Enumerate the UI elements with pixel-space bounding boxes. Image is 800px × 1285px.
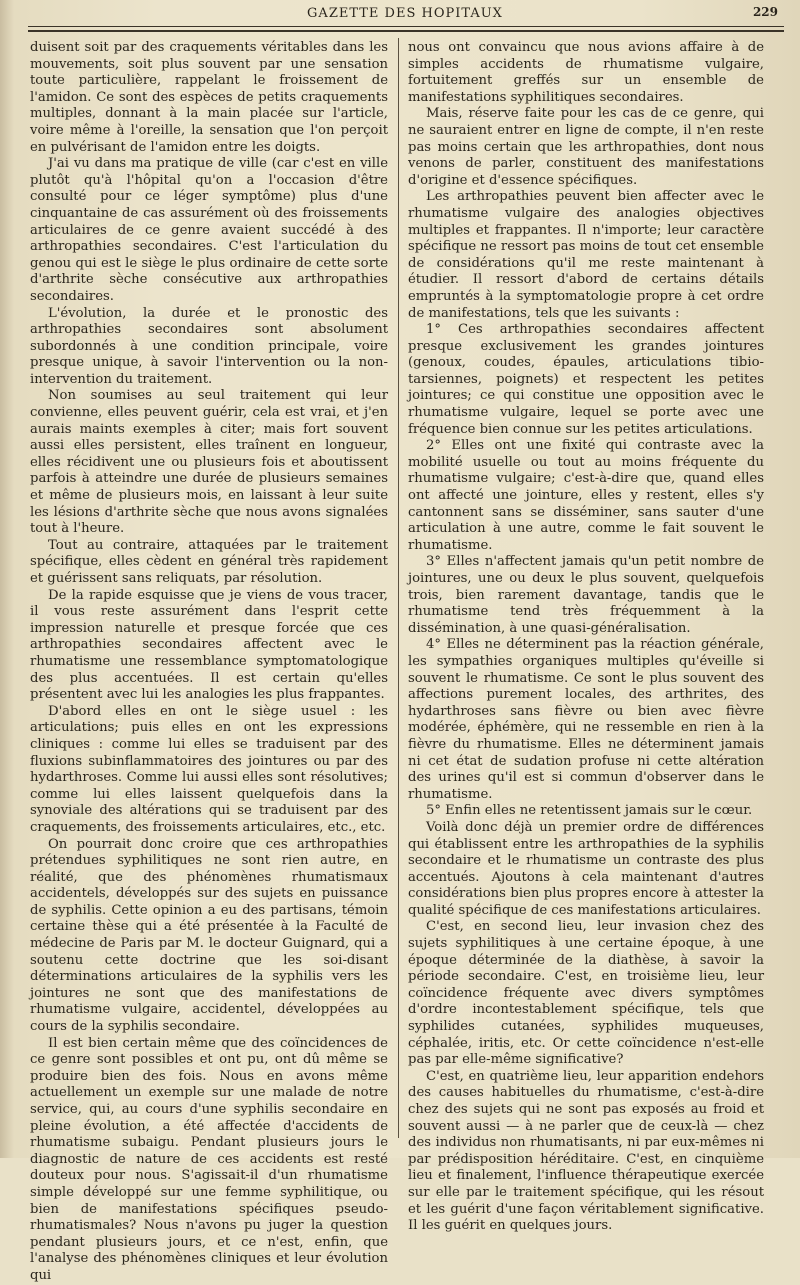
paragraph: 5° Enfin elles ne retentissent jamais sur le cœur. (426, 803, 753, 819)
paragraph: D'abord elles en ont le siège usuel : les articulations; puis elles en ont les expressions cliniques : comme lui elles se traduisent par des fluxions subinflammatoires des jointures ou par des hydarthroses. Comme lui aussi elles sont résolutives; comme lui elles laissent quelquefois dans la synoviale des altérations qui se traduisent par des craquements, des froissements articulaires, etc., etc. (30, 703, 388, 835)
column-divider (398, 38, 399, 1138)
paragraph: De la rapide esquisse que je viens de vous tracer, il vous reste assurément dans l'esprit cette impression naturelle et presque forcée que ces arthropathies secondaires affectent avec le rhumatisme une ressemblance symptomatologique des plus accentuées. Il est certain qu'elles présentent avec lui les analogies les plus frappantes. (30, 587, 388, 703)
running-head: GAZETTE DES HOPITAUX (307, 6, 503, 21)
right-column (408, 40, 764, 1235)
paragraph: Tout au contraire, attaquées par le traitement spécifique, elles cèdent en général très rapidement et guérissent sans reliquats, par résolution. (30, 537, 388, 586)
header-rule (28, 26, 784, 27)
paragraph: nous ont convaincu que nous avions affaire à de simples accidents de rhumatisme vulgaire, fortuitement greffés sur un ensemble de manifestations syphilitiques secondaires. (408, 40, 764, 105)
binding-shadow (0, 0, 14, 1158)
header-rule-thick (28, 30, 784, 32)
left-column (30, 40, 388, 1285)
paragraph: Mais, réserve faite pour les cas de ce genre, qui ne sauraient entrer en ligne de compte, il n'en reste pas moins certain que les arthropathies, dont nous venons de parler, constituent des manifestations d'origine et d'essence spécifiques. (408, 106, 764, 188)
page-header (28, 4, 782, 26)
paragraph: 2° Elles ont une fixité qui contraste avec la mobilité usuelle ou tout au moins fréquente du rhumatisme vulgaire; c'est-à-dire que, quand elles ont affecté une jointure, elles y restent, elles s'y cantonnent sans se disséminer, sans sauter d'une articulation à une autre, comme le fait souvent le rhumatisme. (408, 438, 764, 553)
paragraph: J'ai vu dans ma pratique de ville (car c'est en ville plutôt qu'à l'hôpital qu'on a l'occasion d'être consulté pour ce léger symptôme) plus d'une cinquantaine de cas assurément où des froissements articulaires de ce genre avaient succédé à des arthropathies secondaires. C'est l'articulation du genou qui est le siège le plus ordinaire de cette sorte d'arthrite sèche consécutive aux arthropathies secondaires. (30, 156, 388, 304)
paragraph: 1° Ces arthropathies secondaires affectent presque exclusivement les grandes jointures (genoux, coudes, épaules, articulations tibio-tarsiennes, poignets) et respectent les petites jointures; ce qui constitue une opposition avec le rhumatisme vulgaire, lequel se porte avec une fréquence bien connue sur les petites articulations. (408, 322, 764, 437)
paragraph: 3° Elles n'affectent jamais qu'un petit nombre de jointures, une ou deux le plus souvent, quelquefois trois, bien rarement davantage, tandis que le rhumatisme tend très fréquemment à la dissémination, à une quasi-généralisation. (408, 554, 764, 636)
paragraph: C'est, en second lieu, leur invasion chez des sujets syphilitiques à une certaine époque, à une époque déterminée de la diathèse, à savoir la période secondaire. C'est, en troisième lieu, leur coïncidence fréquente avec divers symptômes d'ordre incontestablement spécifique, tels que syphilides cutanées, syphilides muqueuses, céphalée, iritis, etc. Or cette coïncidence n'est-elle pas par elle-même significative? (408, 919, 764, 1068)
paragraph: Voilà donc déjà un premier ordre de différences qui établissent entre les arthropathies de la syphilis secondaire et le rhumatisme un contraste des plus accentués. Ajoutons à cela maintenant d'autres considérations bien plus propres encore à attester la qualité spécifique de ces manifestations articulaires. (408, 819, 764, 918)
paragraph: Il est bien certain même que des coïncidences de ce genre sont possibles et ont pu, ont dû même se produire bien des fois. Nous en avons même actuellement un exemple sur une malade de notre service, qui, au cours d'une syphilis secondaire en pleine évolution, a été affectée d'accidents de rhumatisme subaigu. Pendant plusieurs jours le diagnostic de nature de ces accidents est resté douteux pour nous. S'agissait-il d'un rhumatisme simple développé sur une femme syphilitique, ou bien de manifestations spécifiques pseudo-rhumatismales? Nous n'avons pu juger la question pendant plusieurs jours, et ce n'est, enfin, que l'analyse des phénomènes cliniques et leur évolution qui (30, 1035, 388, 1283)
paragraph: L'évolution, la durée et le pronostic des arthropathies secondaires sont absolument subordonnés à une condition principale, voire presque unique, à savoir l'intervention ou la non-intervention du traitement. (30, 305, 388, 387)
paragraph: duisent soit par des craquements véritables dans les mouvements, soit plus souvent par une sensation toute particulière, rappelant le froissement de l'amidon. Ce sont des espèces de petits craquements multiples, donnant à la main placée sur l'article, voire même à l'oreille, la sensation que l'on perçoit en pulvérisant de l'amidon entre les doigts. (30, 40, 388, 155)
paragraph: 4° Elles ne déterminent pas la réaction générale, les sympathies organiques multiples qu'éveille si souvent le rhumatisme. Ce sont le plus souvent des affections purement locales, des arthrites, des hydarthroses sans fièvre ou bien avec fièvre modérée, éphémère, qui ne ressemble en rien à la fièvre du rhumatisme. Elles ne déterminent jamais ni cet état de sudation profuse ni cette altération des urines qu'il est si commun d'observer dans le rhumatisme. (408, 637, 764, 802)
paragraph: On pourrait donc croire que ces arthropathies prétendues syphilitiques ne sont rien autre, en réalité, que des phénomènes rhumatismaux accidentels, développés sur des sujets en puissance de syphilis. Cette opinion a eu des partisans, témoin certaine thèse qui a été présentée à la Faculté de médecine de Paris par M. le docteur Guignard, qui a soutenu cette doctrine que les soi-disant déterminations articulaires de la syphilis vers les jointures ne sont que des manifestations de rhumatisme vulgaire, accidentel, développées au cours de la syphilis secondaire. (30, 836, 388, 1035)
paragraph: Non soumises au seul traitement qui leur convienne, elles peuvent guérir, cela est vrai, et j'en aurais maints exemples à citer; mais fort souvent aussi elles persistent, elles traînent en longueur, elles récidivent une ou plusieurs fois et aboutissent parfois à atteindre une durée de plusieurs semaines et même de plusieurs mois, en laissant à leur suite les lésions d'arthrite sèche que nous avons signalées tout à l'heure. (30, 388, 388, 537)
paragraph: C'est, en quatrième lieu, leur apparition endehors des causes habituelles du rhumatisme, c'est-à-dire chez des sujets qui ne sont pas exposés au froid et souvent aussi — à ne parler que de ceux-là — chez des individus non rhumatisants, ni par eux-mêmes ni par prédisposition héréditaire. C'est, en cinquième lieu et finalement, l'influence thérapeutique exercée sur elle par le traitement spécifique, qui les résout et les guérit d'une façon véritablement significative. Il les guérit en quelques jours. (408, 1068, 764, 1234)
paragraph: Les arthropathies peuvent bien affecter avec le rhumatisme vulgaire des analogies objectives multiples et frappantes. Il n'importe; leur caractère spécifique ne ressort pas moins de tout cet ensemble de considérations qu'il me reste maintenant à étudier. Il ressort d'abord de certains détails empruntés à la symptomatologie propre à cet ordre de manifestations, tels que les suivants : (408, 189, 764, 321)
page-number: 229 (752, 5, 778, 19)
